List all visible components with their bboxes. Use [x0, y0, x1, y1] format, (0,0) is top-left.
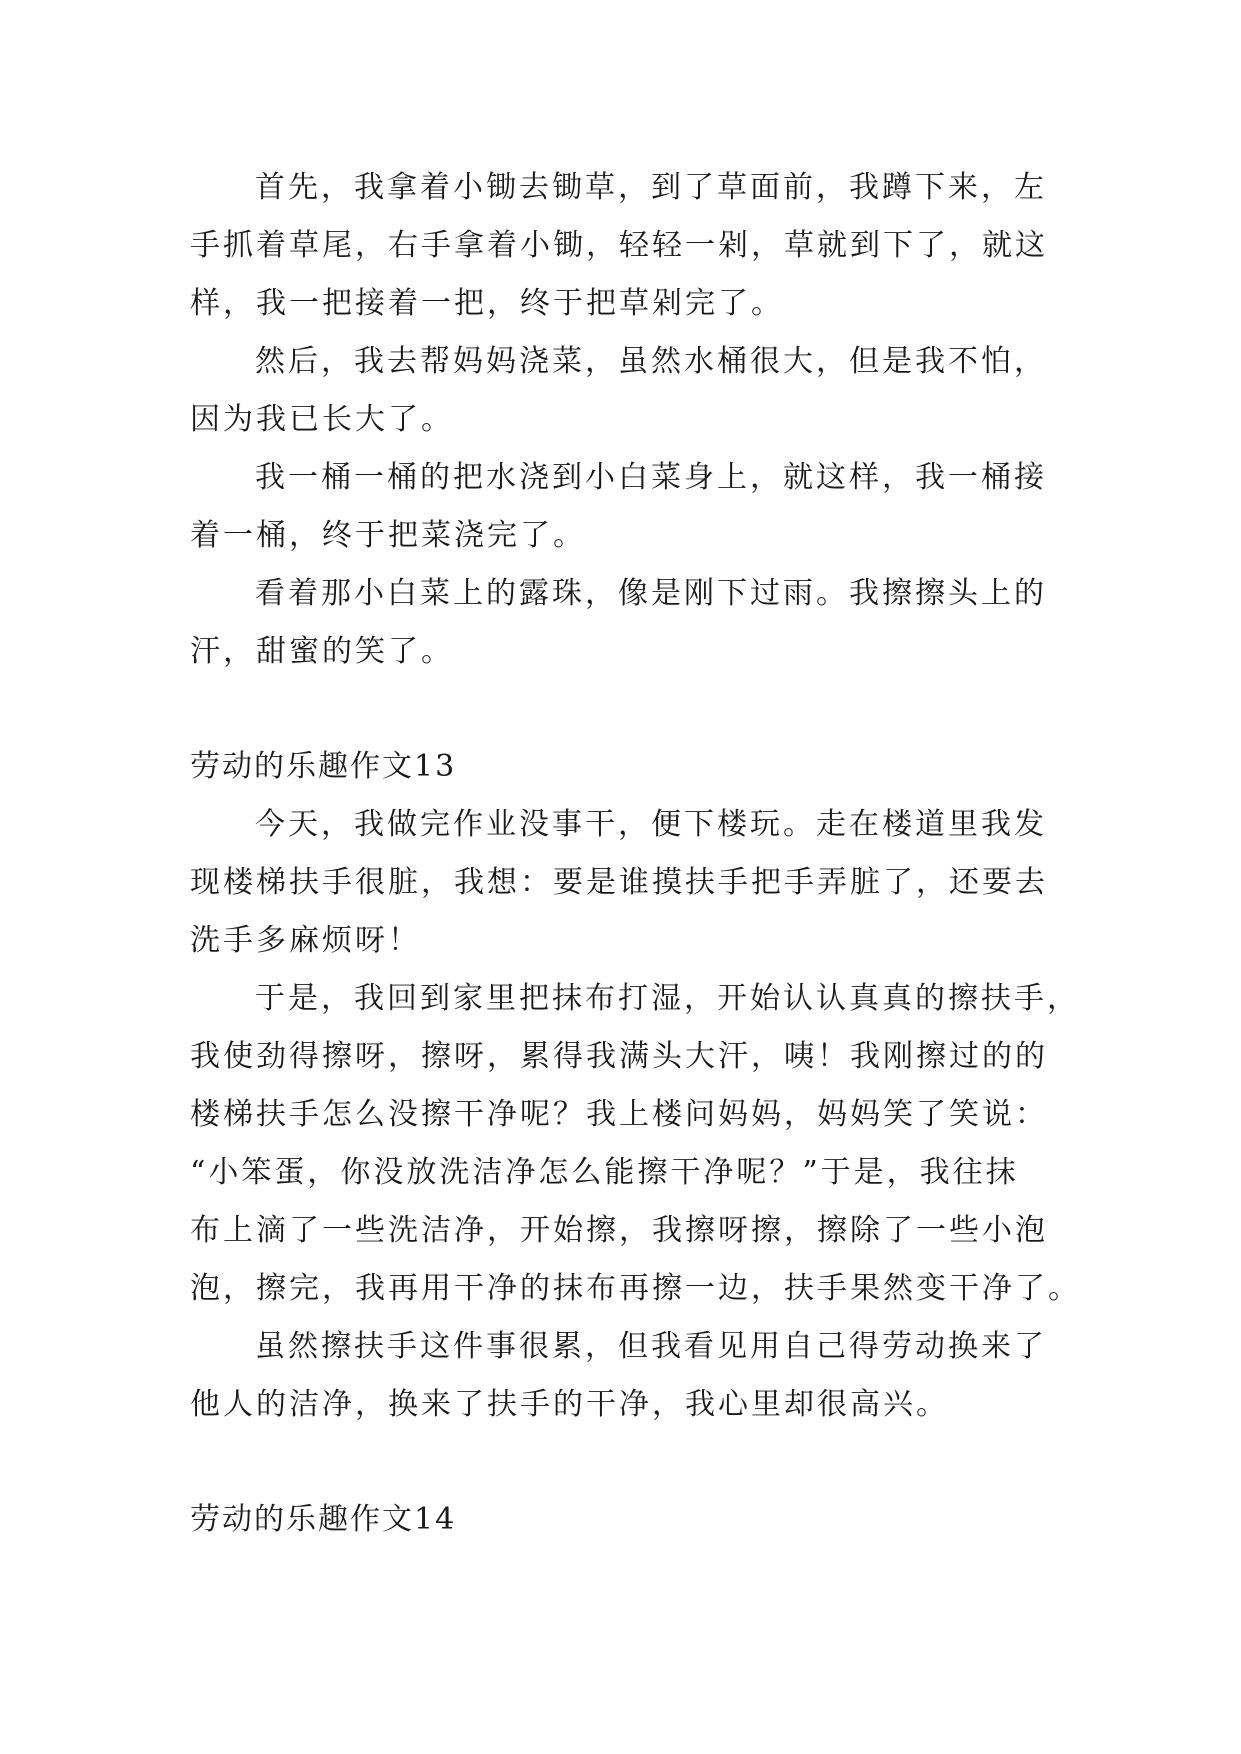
paragraph-line: 今天，我做完作业没事干，便下楼玩。走在楼道里我发: [255, 807, 1047, 842]
paragraph-line: 于是，我回到家里把抹布打湿，开始认认真真的擦扶手，: [255, 981, 1080, 1016]
paragraph-line: 虽然擦扶手这件事很累，但我看见用自己得劳动换来了: [255, 1329, 1047, 1364]
paragraph-line: 首先，我拿着小锄去锄草，到了草面前，我蹲下来，左: [255, 170, 1047, 205]
paragraph-line: 因为我已长大了。: [190, 402, 454, 437]
paragraph-line: 着一桶，终于把菜浇完了。: [190, 518, 586, 553]
paragraph-line: 现楼梯扶手很脏，我想：要是谁摸扶手把手弄脏了，还要去: [190, 865, 1048, 900]
paragraph-line: 手抓着草尾，右手拿着小锄，轻轻一剁，草就到下了，就这: [190, 228, 1048, 263]
section-heading: 劳动的乐趣作文14: [190, 1502, 457, 1537]
paragraph-line: 布上滴了一些洗洁净，开始擦，我擦呀擦，擦除了一些小泡: [190, 1213, 1048, 1248]
paragraph-line: 我使劲得擦呀，擦呀，累得我满头大汗，咦！我刚擦过的的: [190, 1039, 1048, 1074]
section-heading: 劳动的乐趣作文13: [190, 749, 457, 784]
paragraph-line: 他人的洁净，换来了扶手的干净，我心里却很高兴。: [190, 1387, 949, 1422]
paragraph-line: 我一桶一桶的把水浇到小白菜身上，就这样，我一桶接: [255, 460, 1047, 495]
paragraph-line: 泡，擦完，我再用干净的抹布再擦一边，扶手果然变干净了。: [190, 1271, 1081, 1306]
paragraph-line: 看着那小白菜上的露珠，像是刚下过雨。我擦擦头上的: [255, 576, 1047, 611]
paragraph-line: 洗手多麻烦呀！: [190, 923, 421, 958]
paragraph-line: 然后，我去帮妈妈浇菜，虽然水桶很大，但是我不怕，: [255, 344, 1047, 379]
paragraph-line: 汗，甜蜜的笑了。: [190, 634, 454, 669]
paragraph-line: 样，我一把接着一把，终于把草剁完了。: [190, 286, 784, 321]
paragraph-line: “小笨蛋，你没放洗洁净怎么能擦干净呢？”于是，我往抹: [190, 1155, 1019, 1190]
paragraph-line: 楼梯扶手怎么没擦干净呢？我上楼问妈妈，妈妈笑了笑说：: [190, 1097, 1048, 1132]
